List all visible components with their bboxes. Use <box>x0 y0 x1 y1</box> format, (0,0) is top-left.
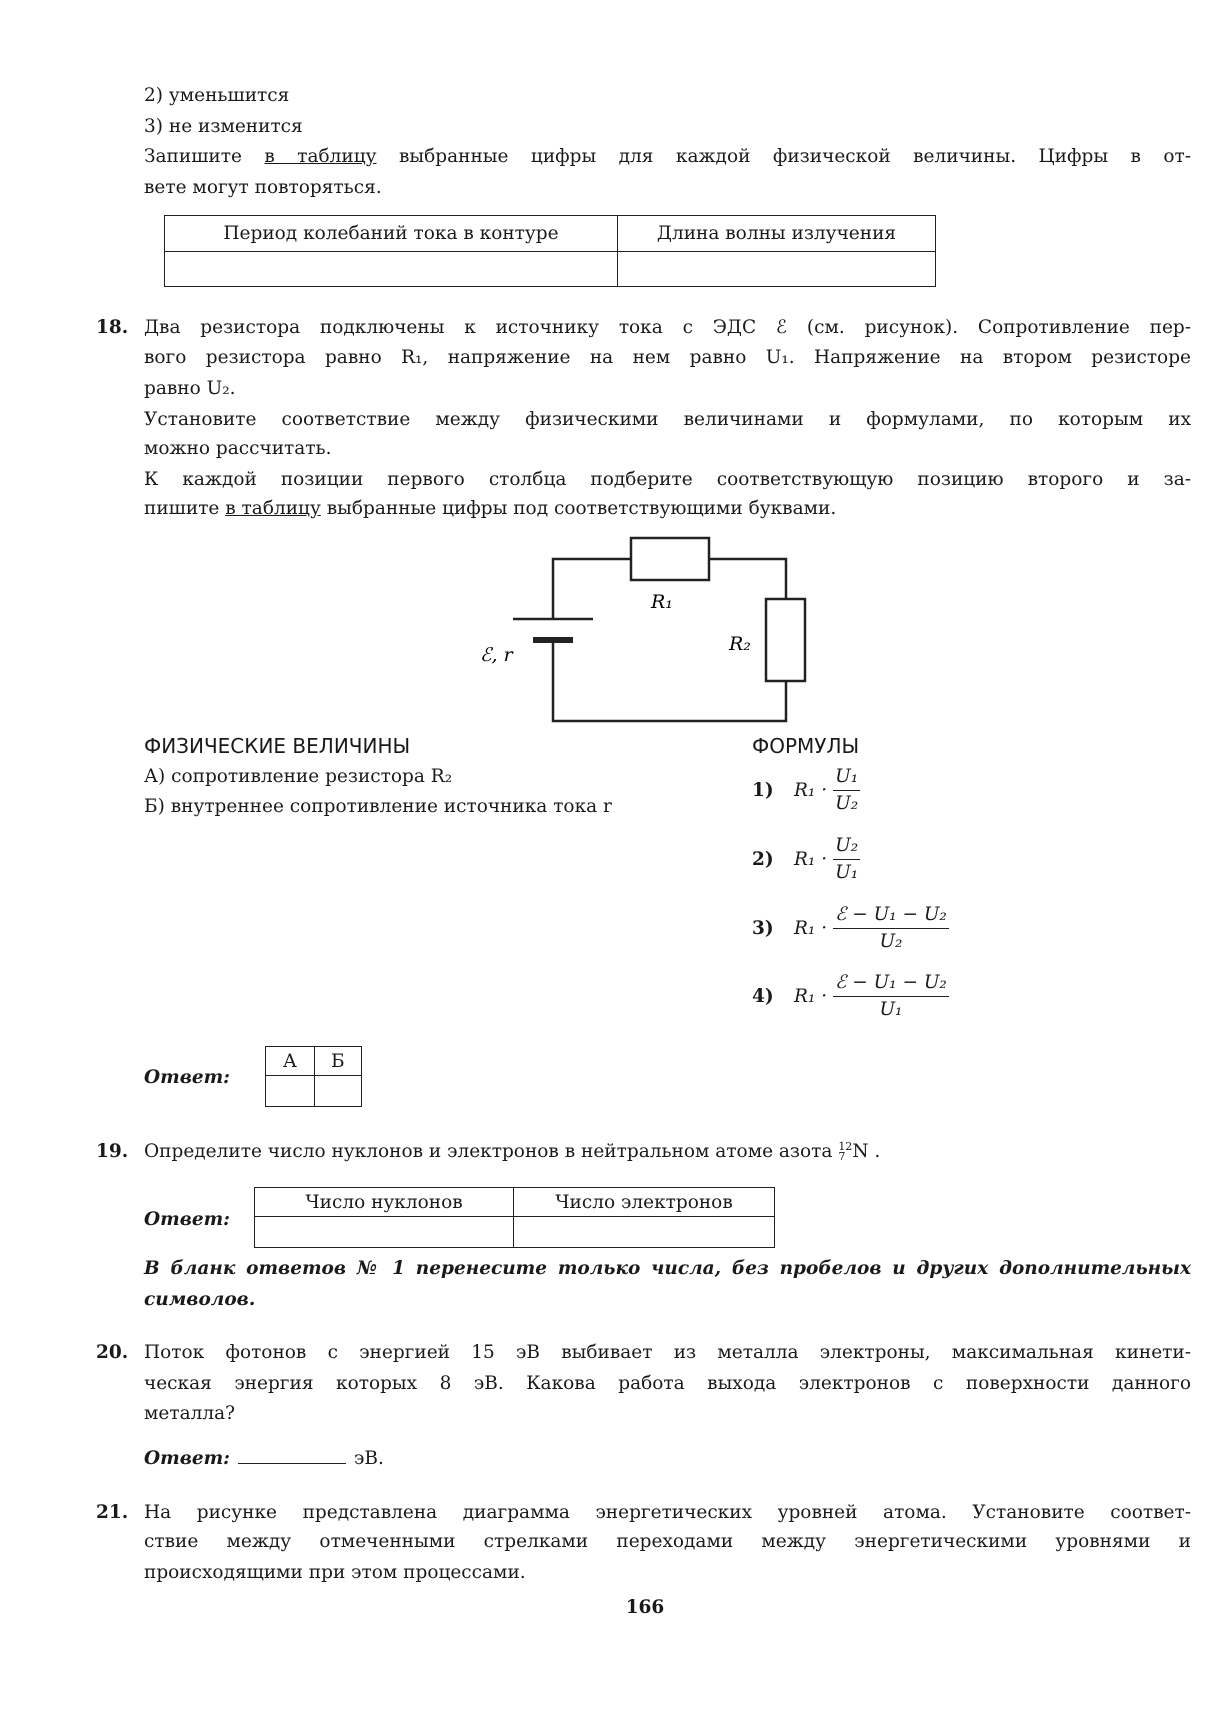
mass-number: 12 <box>838 1140 853 1153</box>
formula-factor: R₁ · <box>794 985 828 1007</box>
answer-table-18 <box>265 1046 362 1107</box>
circuit-diagram <box>0 0 1216 760</box>
q21-line: происходящими при этом процессами. <box>144 1562 526 1583</box>
denominator: U₂ <box>879 930 903 952</box>
instr-text: Запишите <box>144 146 265 167</box>
left-column-heading: ФИЗИЧЕСКИЕ ВЕЛИЧИНЫ <box>144 734 411 758</box>
formula-factor: R₁ · <box>794 848 828 870</box>
q18-underlined: в таблицу <box>225 498 321 519</box>
q19-tail: . <box>868 1141 881 1162</box>
q20-line: ческая энергия которых 8 эВ. Какова работа выхода электронов с поверхности данного <box>144 1373 1191 1394</box>
label-r2: R₂ <box>729 633 751 655</box>
q19-text <box>144 1140 1191 1164</box>
answer-cell[interactable] <box>255 1217 514 1248</box>
table-header: Длина волны излучения <box>618 216 936 252</box>
q18-line: Установите соответствие между физическими величинами и формулами, по которым их <box>144 409 1191 430</box>
atomic-number: 7 <box>838 1150 846 1163</box>
q18-line: можно рассчитать. <box>144 438 332 459</box>
q21-line: На рисунке представлена диаграмма энергетических уровней атома. Установите соответ- <box>144 1502 1191 1523</box>
formula-3 <box>752 898 949 958</box>
numerator: U₂ <box>833 833 860 860</box>
question-number: 21. <box>96 1502 129 1523</box>
instr-underlined: в таблицу <box>264 146 377 167</box>
option-3: 3) не изменится <box>144 116 303 137</box>
q18-line: Два резистора подключены к источнику тока с ЭДС ℰ (см. рисунок). Сопротивление пер- <box>144 317 1191 338</box>
question-number: 20. <box>96 1342 129 1363</box>
instruction-line-2: вете могут повторяться. <box>144 177 382 198</box>
question-number: 19. <box>96 1141 129 1162</box>
q19-note: символов. <box>144 1289 256 1310</box>
formula-factor: R₁ · <box>794 917 828 939</box>
q18-text: выбранные цифры под соответствующими буквами. <box>320 498 837 519</box>
formula-factor: R₁ · <box>794 779 828 801</box>
numerator: U₁ <box>833 764 860 791</box>
answer-label: Ответ: <box>144 1067 231 1088</box>
formula-key: 3) <box>752 917 774 939</box>
table-header: А <box>266 1047 315 1076</box>
formula-key: 1) <box>752 779 774 801</box>
answer-cell[interactable] <box>514 1217 775 1248</box>
table-header: Число нуклонов <box>255 1188 514 1217</box>
answer-label: Ответ: <box>144 1448 231 1469</box>
answer-cell[interactable] <box>314 1076 361 1107</box>
resistor-r1 <box>631 538 709 580</box>
numerator: ℰ − U₁ − U₂ <box>833 970 949 997</box>
answer-table-19 <box>254 1187 775 1248</box>
answer-cell[interactable] <box>266 1076 315 1107</box>
formula-2 <box>752 829 860 889</box>
element-symbol: N <box>852 1141 869 1162</box>
formula-key: 2) <box>752 848 774 870</box>
denominator: U₂ <box>835 792 859 814</box>
q20-answer <box>144 1445 1191 1471</box>
answer-unit: эВ. <box>354 1448 384 1469</box>
answer-label: Ответ: <box>144 1209 231 1230</box>
denominator: U₁ <box>879 998 903 1020</box>
q18-line: К каждой позиции первого столбца подберите соответствующую позицию второго и за- <box>144 469 1191 490</box>
q20-line: металла? <box>144 1403 236 1424</box>
table-header: Период колебаний тока в контуре <box>165 216 618 252</box>
formula-1 <box>752 760 860 820</box>
question-number: 18. <box>96 317 129 338</box>
numerator: ℰ − U₁ − U₂ <box>833 902 949 929</box>
q18-line: равно U₂. <box>144 378 236 399</box>
resistor-r2 <box>766 599 805 681</box>
q19-sentence: Определите число нуклонов и электронов в нейтральном атоме азота <box>144 1141 839 1162</box>
option-2: 2) уменьшится <box>144 85 290 106</box>
formula-4 <box>752 966 949 1026</box>
q19-note: В бланк ответов № 1 перенесите только числа, без пробелов и других дополнительных <box>144 1258 1191 1279</box>
wire <box>553 640 786 721</box>
formula-key: 4) <box>752 985 774 1007</box>
q21-line: ствие между отмеченными стрелками переходами между энергетическими уровнями и <box>144 1531 1191 1552</box>
quantity-a: А) сопротивление резистора R₂ <box>144 766 453 787</box>
wire <box>553 559 631 619</box>
label-r1: R₁ <box>651 591 673 613</box>
q18-line: вого резистора равно R₁, напряжение на нем равно U₁. Напряжение на втором резисторе <box>144 347 1191 368</box>
q18-text: пишите <box>144 498 226 519</box>
right-column-heading: ФОРМУЛЫ <box>752 734 860 758</box>
denominator: U₁ <box>835 861 859 883</box>
wire <box>709 559 786 599</box>
answer-blank[interactable] <box>238 1445 346 1464</box>
table-header: Б <box>314 1047 361 1076</box>
quantity-b: Б) внутреннее сопротивление источника тока r <box>144 796 612 817</box>
q20-line: Поток фотонов с энергией 15 эВ выбивает из металла электроны, максимальная кинети- <box>144 1342 1191 1363</box>
instr-text: выбранные цифры для каждой физической величины. Цифры в от- <box>376 146 1191 167</box>
label-source: ℰ, r <box>480 644 513 666</box>
page-number: 166 <box>625 1597 665 1618</box>
table-header: Число электронов <box>514 1188 775 1217</box>
